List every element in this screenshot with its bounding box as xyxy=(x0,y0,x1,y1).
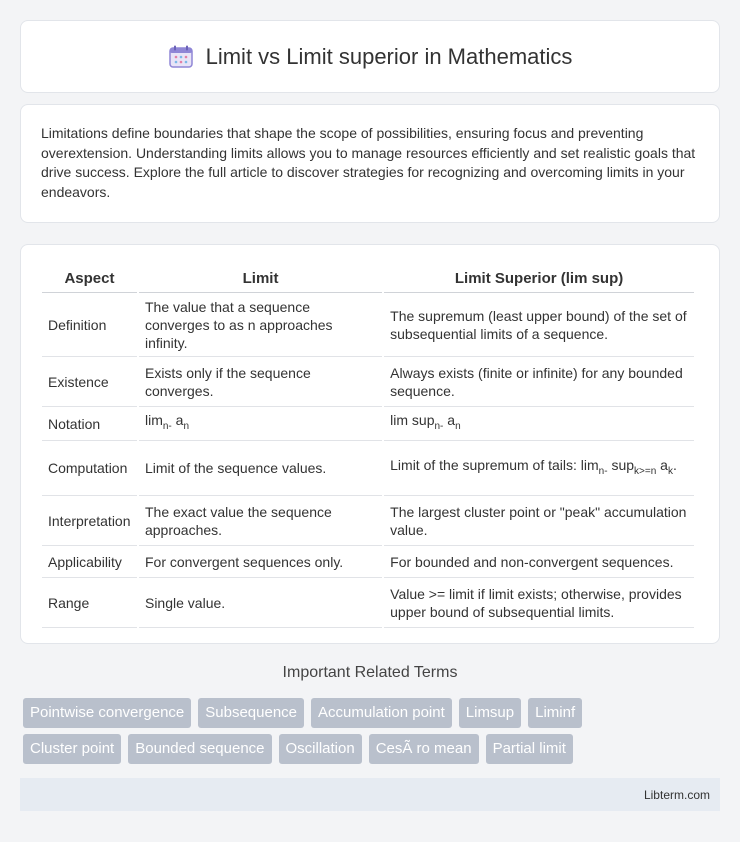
limit-cell: Exists only if the sequence converges. xyxy=(139,357,382,407)
header-card xyxy=(20,20,720,93)
aspect-cell: Interpretation xyxy=(42,496,137,546)
footer-site-link[interactable]: Libterm.com xyxy=(643,787,710,802)
header-aspect: Aspect xyxy=(42,263,137,293)
comparison-table-card xyxy=(20,244,720,644)
limsup-cell: For bounded and non-convergent sequences. xyxy=(384,546,694,578)
comparison-table xyxy=(40,263,696,628)
aspect-cell: Notation xyxy=(42,407,137,441)
related-terms-title: Important Related Terms xyxy=(282,664,458,681)
limsup-cell: The supremum (least upper bound) of the set of subsequential limits of a sequence. xyxy=(384,293,694,357)
aspect-cell: Range xyxy=(42,578,137,628)
table-row xyxy=(42,546,694,578)
related-term-tag[interactable]: Pointwise convergence xyxy=(23,698,191,728)
table-row xyxy=(42,496,694,546)
footer xyxy=(20,778,720,811)
related-term-tag[interactable]: CesÃ ro mean xyxy=(369,734,479,764)
table-row xyxy=(42,293,694,357)
page-title: Limit vs Limit superior in Mathematics xyxy=(205,43,573,69)
intro-card xyxy=(20,104,720,223)
header-limit: Limit xyxy=(139,263,382,293)
related-term-tag[interactable]: Partial limit xyxy=(486,734,573,764)
limsup-cell: The largest cluster point or "peak" accumulation value. xyxy=(384,496,694,546)
table-header-row xyxy=(42,263,694,293)
table-row xyxy=(42,357,694,407)
related-term-tag[interactable]: Oscillation xyxy=(279,734,362,764)
calendar-icon xyxy=(168,45,194,69)
aspect-cell: Computation xyxy=(42,441,137,496)
table-row xyxy=(42,407,694,441)
aspect-cell: Applicability xyxy=(42,546,137,578)
related-term-tag[interactable]: Subsequence xyxy=(198,698,304,728)
limsup-cell: lim sup$_{n-}$ $a_n$ xyxy=(384,407,694,441)
related-terms-list xyxy=(23,698,723,770)
table-row xyxy=(42,441,694,496)
limit-cell: Single value. xyxy=(139,578,382,628)
limit-cell: The value that a sequence converges to as n approaches infinity. xyxy=(139,293,382,357)
limsup-cell: Always exists (finite or infinite) for any bounded sequence. xyxy=(384,357,694,407)
aspect-cell: Definition xyxy=(42,293,137,357)
limit-cell: Limit of the sequence values. xyxy=(139,441,382,496)
related-term-tag[interactable]: Liminf xyxy=(528,698,582,728)
aspect-cell: Existence xyxy=(42,357,137,407)
table-row xyxy=(42,578,694,628)
limsup-cell: Limit of the supremum of tails: $\lim_{n-} sup_{k>=n}$ $a_k$. xyxy=(384,441,694,496)
limit-cell: $\lim_{n-} a_n$ xyxy=(139,407,382,441)
related-term-tag[interactable]: Limsup xyxy=(459,698,521,728)
limsup-cell: Value >= limit if limit exists; otherwise, provides upper bound of subsequential limits. xyxy=(384,578,694,628)
limit-cell: For convergent sequences only. xyxy=(139,546,382,578)
intro-text: Limitations define boundaries that shape the scope of possibilities, ensuring focus and preventing overextension. Understanding limits allows you to manage resources efficiently and set realistic goals that drive success. Explore the full article to discover strategies for recognizing and overcoming limits in your endeavors. xyxy=(41,125,696,200)
header-limsup: Limit Superior (lim sup) xyxy=(384,263,694,293)
limit-cell: The exact value the sequence approaches. xyxy=(139,496,382,546)
related-term-tag[interactable]: Cluster point xyxy=(23,734,121,764)
related-term-tag[interactable]: Bounded sequence xyxy=(128,734,271,764)
related-term-tag[interactable]: Accumulation point xyxy=(311,698,452,728)
